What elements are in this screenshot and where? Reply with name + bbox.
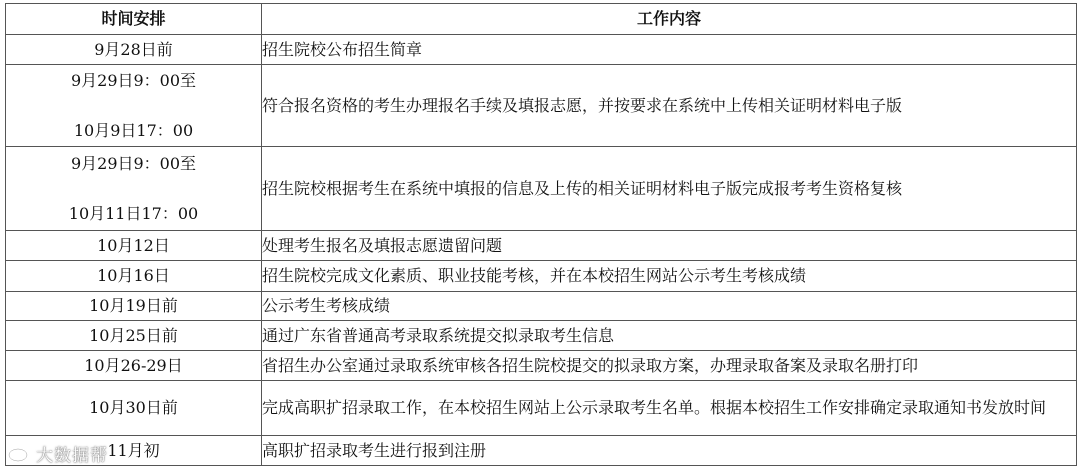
time-cell: 10月16日	[6, 261, 262, 292]
table-row	[6, 147, 1077, 231]
work-cell: 处理考生报名及填报志愿遗留问题	[262, 231, 1077, 261]
time-cell: 10月12日	[6, 231, 262, 261]
work-cell: 招生院校公布招生简章	[262, 35, 1077, 65]
table-row	[6, 321, 1077, 351]
work-cell: 完成高职扩招录取工作，在本校招生网站上公示录取考生名单。根据本校招生工作安排确定录取通知书发放时间	[262, 381, 1077, 436]
header-row	[6, 4, 1077, 35]
time-cell	[6, 65, 262, 147]
watermark-text: 大数据帮	[36, 445, 108, 466]
schedule-table	[5, 3, 1077, 466]
time-cell: 9月28日前	[6, 35, 262, 65]
time-end: 10月11日17：00	[68, 203, 199, 223]
time-cell: 10月26-29日	[6, 351, 262, 381]
table-row	[6, 35, 1077, 65]
work-cell: 通过广东省普通高考录取系统提交拟录取考生信息	[262, 321, 1077, 351]
time-cell: 10月19日前	[6, 292, 262, 321]
work-cell: 省招生办公室通过录取系统审核各招生院校提交的拟录取方案，办理录取备案及录取名册打印	[262, 351, 1077, 381]
work-cell: 招生院校完成文化素质、职业技能考核，并在本校招生网站公示考生考核成绩	[262, 261, 1077, 292]
table-row	[6, 292, 1077, 321]
table-row	[6, 231, 1077, 261]
work-cell: 招生院校根据考生在系统中填报的信息及上传的相关证明材料电子版完成报考考生资格复核	[262, 147, 1077, 231]
table-row	[6, 351, 1077, 381]
time-cell: 10月25日前	[6, 321, 262, 351]
time-cell: 10月30日前	[6, 381, 262, 436]
time-start: 9月29日9：00至	[70, 70, 197, 90]
time-end: 10月9日17：00	[73, 120, 194, 140]
header-time: 时间安排	[6, 4, 262, 35]
time-cell: 11月初	[6, 436, 262, 466]
table-row	[6, 261, 1077, 292]
time-cell	[6, 147, 262, 231]
table-row	[6, 65, 1077, 147]
header-work: 工作内容	[262, 4, 1077, 35]
work-cell: 公示考生考核成绩	[262, 292, 1077, 321]
table-row	[6, 381, 1077, 436]
time-start: 9月29日9：00至	[70, 153, 197, 173]
work-cell: 高职扩招录取考生进行报到注册	[262, 436, 1077, 466]
table-row	[6, 436, 1077, 466]
work-cell: 符合报名资格的考生办理报名手续及填报志愿，并按要求在系统中上传相关证明材料电子版	[262, 65, 1077, 147]
